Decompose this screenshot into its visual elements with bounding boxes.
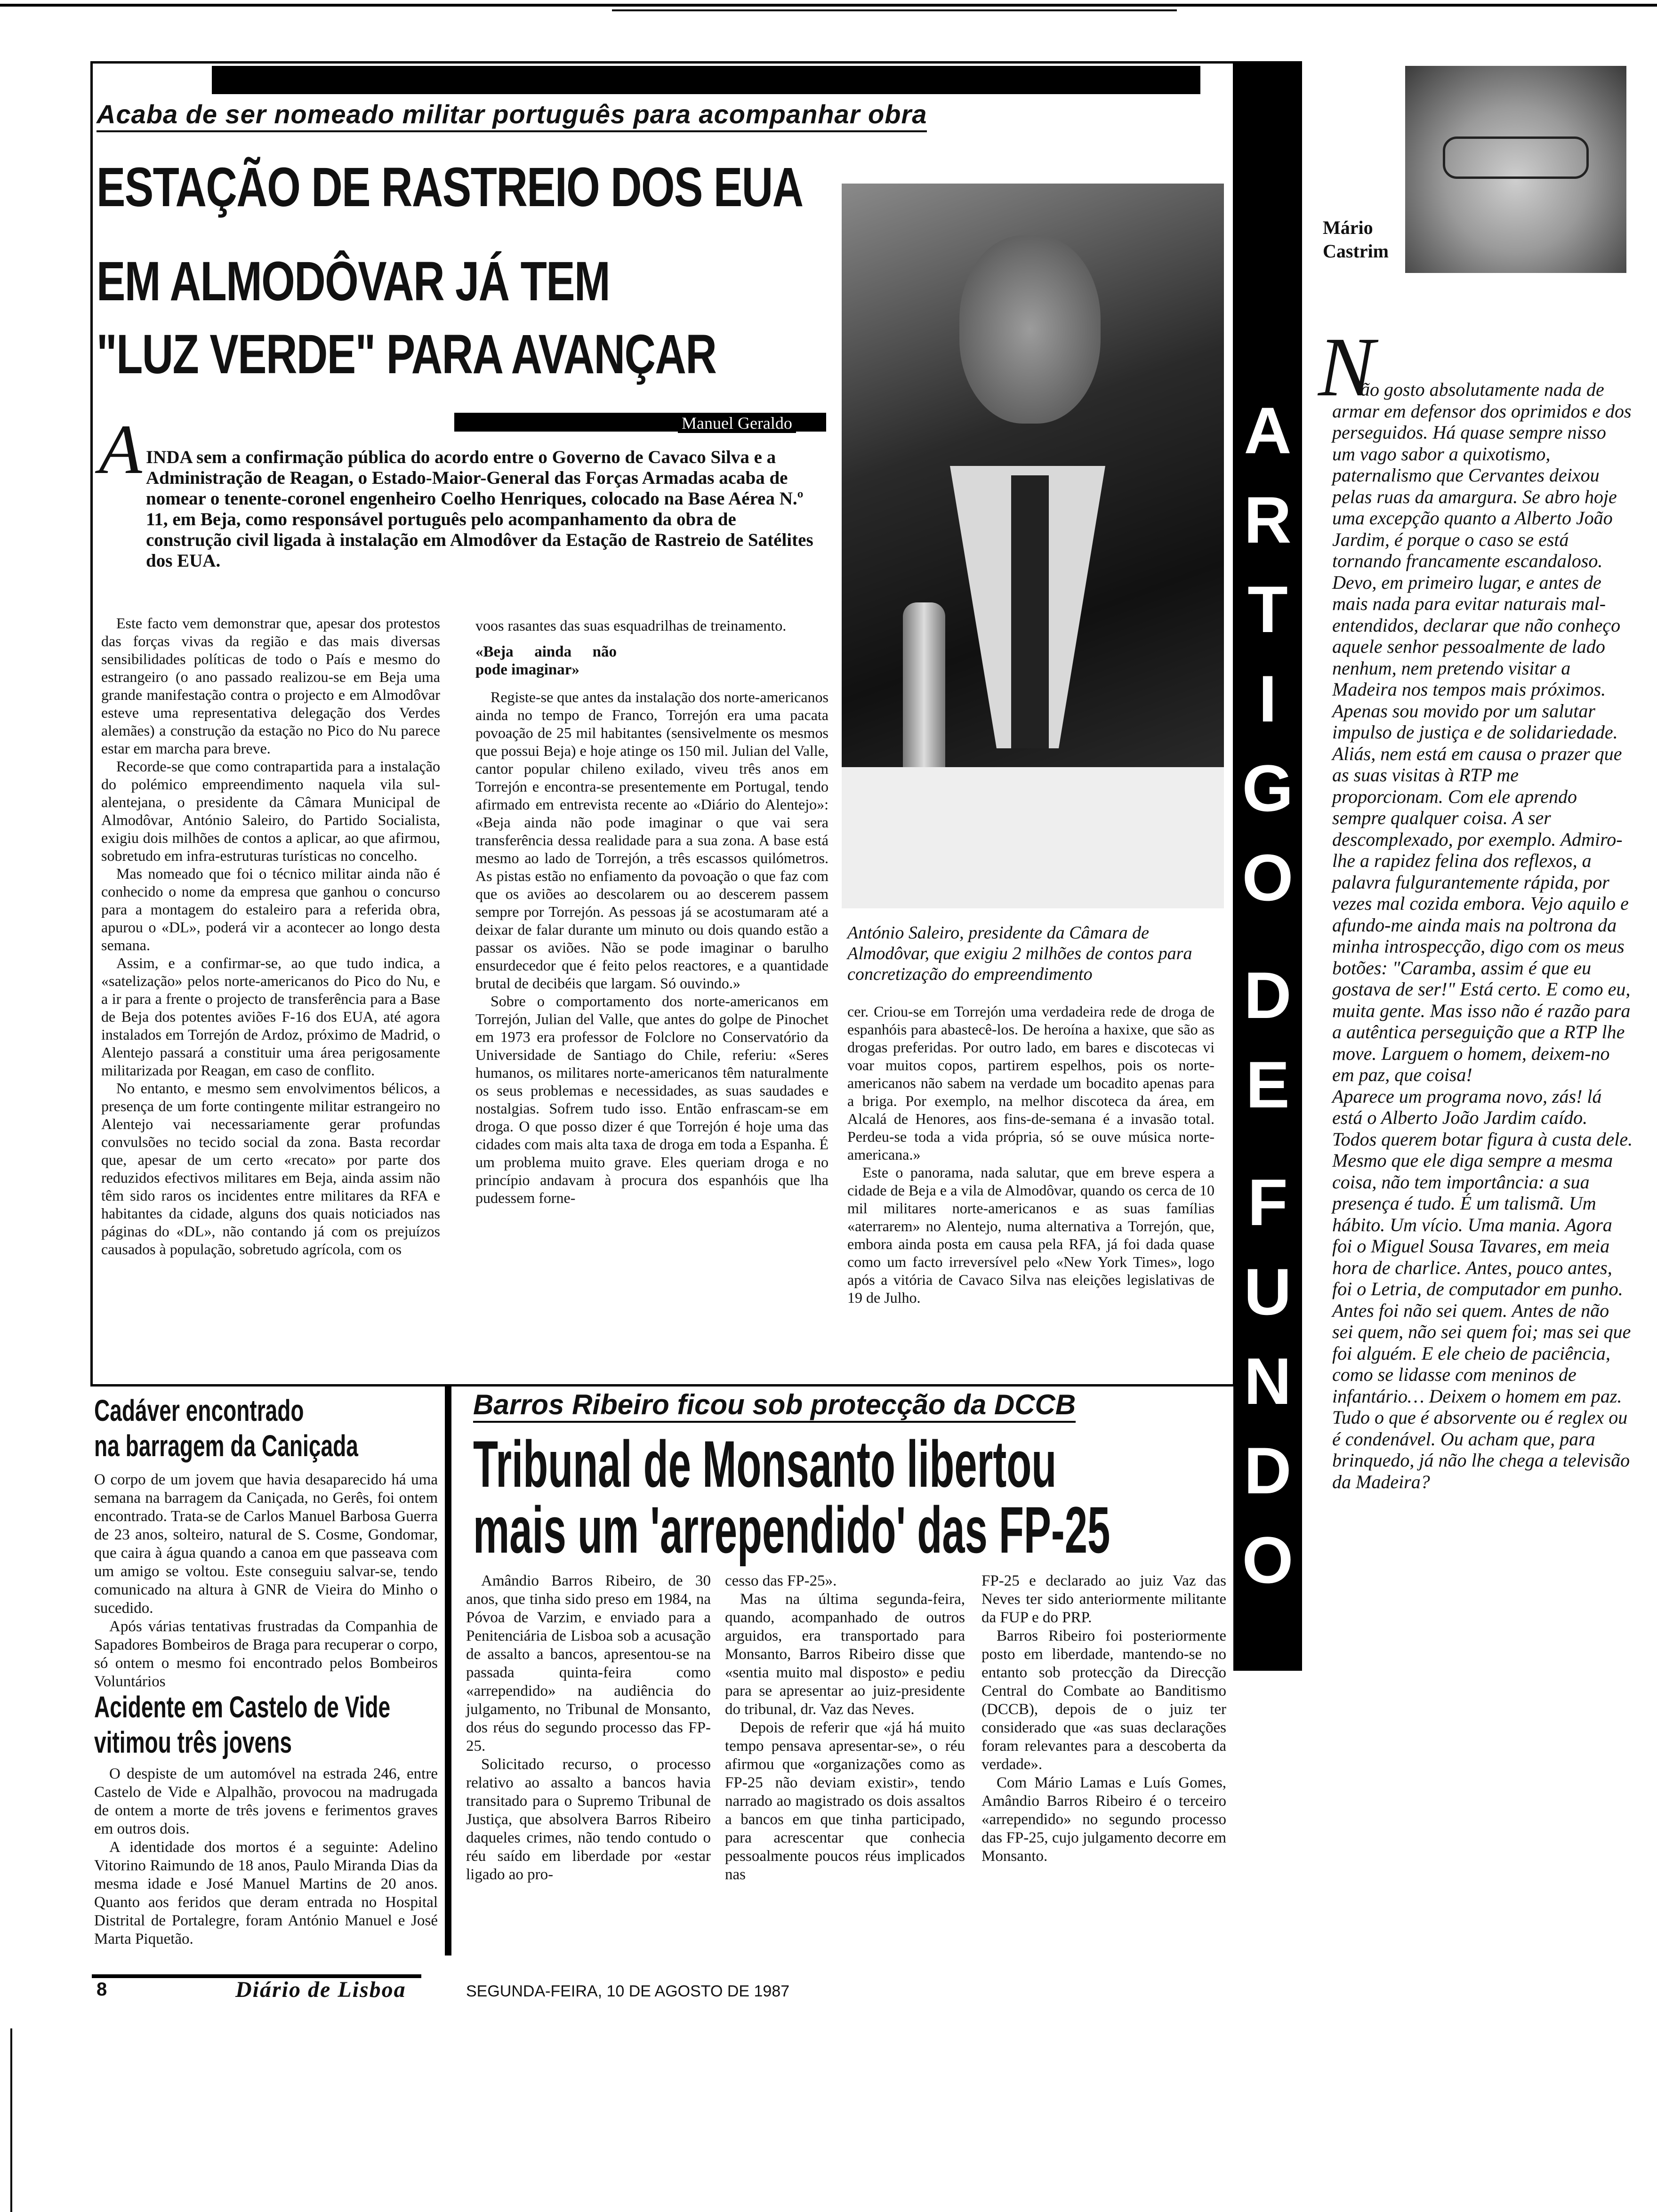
- monsanto-col3-p1: FP-25 e declarado ao juiz Vaz das Neves ter sido anteriormente militante da FUP e do PRP.: [981, 1572, 1226, 1626]
- sidebar-letter-7: E: [1246, 1048, 1290, 1122]
- main-col2-p2: Sobre o comportamento dos norte-americanos em Torrejón, Julian del Valle, que antes do golpe de Pinochet em 1973 era professor de Folclore no Conservatório da Universidade de Santiago do Chile, referiu: «Seres humanos, os militares norte-americanos têm naturalmente os seus problemas e necessidades, as suas saudades e nostalgias. Sofrem tudo isso. Então enfrascam-se em droga. O que posso dizer é que Torrejón é hoje uma das cidades com mais alta taxa de droga em toda a Espanha. É um problema muito grave. Eles queriam droga e no princípio andavam à procura dos espanhóis que lha pudessem forne-: [475, 993, 828, 1206]
- main-headline-3: "LUZ VERDE" PARA AVANÇAR: [97, 323, 716, 385]
- author-glasses: [1443, 136, 1589, 179]
- saleiro-photo: [842, 184, 1224, 908]
- monsanto-col1-p2: Solicitado recurso, o processo relativo ao assalto a bancos havia transitado para o Supremo Tribunal de Justiça, que absolvera Barros Ribeiro daqueles crimes, não tendo contudo o réu saído em liberdade por «estar ligado ao pro-: [466, 1756, 711, 1883]
- main-col1-p3: Mas nomeado que foi o técnico militar ainda não é conhecido o nome da empresa que ganhou o concurso para a montagem do estaleiro para a referida obra, apurou o «DL», poderá vir a acontecer ao longo desta semana.: [101, 865, 440, 954]
- sidebar-letter-3: I: [1258, 662, 1277, 736]
- monsanto-col2-p1: cesso das FP-25».: [725, 1572, 837, 1589]
- brief1-headline-2: na barragem da Caniçada: [94, 1429, 358, 1463]
- lead-dropcap: A: [99, 410, 142, 489]
- monsanto-headline-1: Tribunal de Monsanto libertou: [473, 1427, 1057, 1501]
- sidebar-paragraph-2: Aparece um programa novo, zás! lá está o Alberto João Jardim caído. Todos querem botar figura à custa dele. Mesmo que ele diga sempre a mesma coisa, não tem importância: a sua presença é tudo. É um talismã. Um hábito. Um vício. Uma mania. Agora foi o Miguel Sousa Tavares, em meia hora de charlice. Antes, pouco antes, foi o Letria, de computador em punho. Antes foi não sei quem. Antes de não sei quem, não sei quem foi; mas sei que foi alguém. E ele cheio de paciência, como se lidasse com meninos de infantário… Deixem o homem em paz. Tudo o que é absorvente ou é reglex ou é condenável. Ou acham que, para brinquedo, já não lhe chega a televisão da Madeira?: [1332, 1085, 1633, 1492]
- photo-bottle: [903, 602, 945, 772]
- main-subhead: «Beja ainda não pode imaginar»: [475, 643, 617, 678]
- sidebar-letter-4: G: [1242, 751, 1294, 825]
- main-column-2: [475, 617, 828, 1207]
- main-col3-p2: Este o panorama, nada salutar, que em breve espera a cidade de Beja e a vila de Almodôvar, quando os cerca de 10 mil militares norte-americanos e as suas famílias «aterrarem» no Alentejo, numa alternativa a Torrejón, que, embora ainda posta em causa pela RFA, já foi dada quase como um facto irreversível pelo «New York Times», logo após a vitória de Cavaco Silva nas eleições legislativas de 19 de Julho.: [847, 1164, 1215, 1306]
- main-col1-p1: Este facto vem demonstrar que, apesar dos protestos das forças vivas da região e das mais diversas sensibilidades políticas de todo o País e mesmo do estrangeiro (o ano passado realizou-se em Beja uma grande manifestação contra o projecto e em Almodôvar esteve uma representativa delegação dos Verdes alemães) a construção da estação no Pico do Nu parece estar em marcha para breve.: [101, 615, 440, 757]
- sidebar-letter-5: O: [1242, 841, 1294, 914]
- main-col2-top: voos rasantes das suas esquadrilhas de treinamento.: [475, 617, 787, 634]
- sidebar-letter-1: R: [1244, 483, 1292, 557]
- brief1-p1: O corpo de um jovem que havia desaparecido há uma semana na barragem da Caniçada, no Gerês, foi ontem encontrado. Trata-se de Carlos Manuel Barbosa Guerra de 23 anos, solteiro, natural de S. Cosme, Gondomar, que caira à água quando a canoa em que passeava com um amigo se voltou. Este conseguiu salvar-se, tendo comunicado na altura à GNR de Vieira do Minho o sucedido.: [94, 1471, 438, 1617]
- sidebar-letter-10: N: [1244, 1344, 1292, 1418]
- sidebar-letter-8: F: [1247, 1165, 1288, 1239]
- byline: Manuel Geraldo: [678, 413, 796, 433]
- brief1-p2: Após várias tentativas frustradas da Companhia de Sapadores Bombeiros de Braga para recuperar o corpo, só ontem o mesmo foi encontrado pelos Bombeiros Voluntários: [94, 1618, 438, 1690]
- photo-table: [842, 767, 1224, 908]
- main-headline-1: ESTAÇÃO DE RASTREIO DOS EUA: [97, 156, 803, 218]
- sidebar-text-first: [1332, 379, 1633, 1492]
- brief2-p2: A identidade dos mortos é a seguinte: Adelino Vitorino Raimundo de 18 anos, Paulo Miranda Dias da mesma idade e José Manuel Martins de 20 anos. Quanto aos feridos que deram entrada no Hospital Distrital de Portalegre, foram António Manuel e José Marta Piquetão.: [94, 1839, 438, 1948]
- brief2-headline-2: vitimou três jovens: [94, 1725, 292, 1759]
- monsanto-col2-p2: Mas na última segunda-feira, quando, acompanhado de outros arguidos, era transportado para Monsanto, Barros Ribeiro disse que «sentia muito mal disposto» e pediu para se apresentar ao juiz-presidente do tribunal, dr. Vaz das Neves.: [725, 1591, 965, 1718]
- main-col1-p2: Recorde-se que como contrapartida para a instalação do polémico empreendimento naquela vila sul-alentejana, o presidente da Câmara Municipal de Almodôvar, António Saleiro, do Partido Socialista, exigiu dois milhões de contos a aplicar, ao que afirmou, sobretudo em infra-estruturas turísticas no concelho.: [101, 758, 440, 864]
- sidebar-letter-12: O: [1242, 1523, 1294, 1597]
- author-name-2: Castrim: [1323, 240, 1389, 262]
- brief1-headline-1: Cadáver encontrado: [94, 1394, 304, 1427]
- monsanto-column-2: [725, 1572, 965, 1884]
- monsanto-col1-p1: Amândio Barros Ribeiro, de 30 anos, que tinha sido preso em 1984, na Póvoa de Varzim, e enviado para a Penitenciária de Lisboa sob a acusação de assalto a bancos, apresentou-se na passada quinta-feira como «arrependido» na audiência do julgamento, no Tribunal de Monsanto, dos réus do segundo processo das FP-25.: [466, 1572, 711, 1755]
- photo-caption: António Saleiro, presidente da Câmara de Almodôvar, que exigiu 2 milhões de contos para concretização do empreendimento: [847, 923, 1192, 984]
- monsanto-column-3: [981, 1572, 1226, 1866]
- monsanto-left-rule: [445, 1386, 451, 1956]
- brief1-body: [94, 1471, 438, 1691]
- monsanto-kicker: Barros Ribeiro ficou sob protecção da DCCB: [473, 1388, 1076, 1423]
- main-kicker: Acaba de ser nomeado militar português para acompanhar obra: [97, 99, 927, 132]
- main-col1-p4: Assim, e a confirmar-se, ao que tudo indica, a «satelização» pelos norte-americanos do Pico do Nu, e a ir para a frente o projecto de transferência para a Base de Beja dos potentes aviões F-16 dos EUA, até agora instalados em Torrejón de Ardoz, próximo de Madrid, o Alentejo passará a constituir uma área perigosamente militarizada por Reagan, em caso de conflito.: [101, 954, 440, 1079]
- scan-margin-line: [10, 2028, 12, 2212]
- main-column-3: [847, 1002, 1215, 1306]
- monsanto-column-1: [466, 1572, 711, 1884]
- top-border-line-2: [612, 9, 1177, 11]
- main-headline-2: EM ALMODÔVAR JÁ TEM: [97, 250, 610, 313]
- monsanto-headline-2: mais um 'arrependido' das FP-25: [473, 1493, 1110, 1567]
- author-name-1: Mário: [1323, 217, 1373, 238]
- author-photo: [1405, 66, 1626, 273]
- sidebar-title-strip: [1233, 61, 1302, 1671]
- masthead-logo: Diário de Lisboa: [235, 1977, 406, 2002]
- brief2-headline-1: Acidente em Castelo de Vide: [94, 1690, 391, 1724]
- sidebar-letter-2: T: [1247, 572, 1288, 646]
- main-col2-p1: Registe-se que antes da instalação dos norte-americanos ainda no tempo de Franco, Torrejón era uma pacata povoação de 25 mil habitantes (sensivelmente os mesmos que possui Beja) e hoje atinge os 150 mil. Julian del Valle, cantor popular chileno exilado, viveu três anos em Torrejón e encontra-se presentemente em Portugal, tendo afirmado em entrevista recente ao «Diário do Alentejo»: «Beja ainda não pode imaginar o que vai sera transferência dessa realidade para a sua zona. A base está mesmo ao lado de Torrejón, a três escassos quilómetros. As pistas estão no enfiamento da povoação o que faz com que os aviões ao descolarem ou ao descerem passem sempre por Torrejón. As pessoas já se acostumaram até a deixar de falar durante um minuto ou dois quando estão a passar os aviões. Não se pode imaginar o barulho ensurdecedor que é feito pelos reactores, e a quantidade brutal de decibéis que largam. Só ouvindo.»: [475, 689, 828, 992]
- monsanto-col2-p3: Depois de referir que «já há muito tempo pensava apresentar-se», o réu afirmou que «organizações como as FP-25 não deviam existir», tendo narrado ao magistrado os dois assaltos a bancos em que tinha participado, para acrescentar que conhecia pessoalmente poucos réus implicados nas: [725, 1719, 965, 1883]
- sidebar-dropcap: N: [1318, 320, 1375, 414]
- sidebar-letter-11: D: [1244, 1434, 1292, 1507]
- brief2-body: [94, 1765, 438, 1948]
- footer-date: SEGUNDA-FEIRA, 10 DE AGOSTO DE 1987: [466, 1982, 790, 2000]
- sidebar-paragraph-1: Devo, em primeiro lugar, e antes de mais nada para evitar naturais mal-entendidos, declarar que não conheço aquele senhor pessoalmente de lado nenhum, nem pretendo visitar a Madeira nos tempos mais próximos. Apenas sou movido por um salutar impulso de justiça e de solidariedade. Aliás, nem está em causa o prazer que as suas visitas à RTP me proporcionam. Com ele aprendo sempre qualquer coisa. A ser descomplexado, por exemplo. Admiro-lhe a rapidez felina dos reflexos, a palavra fulgurantemente rápida, por vezes mal cozida embora. Vejo aquilo e afundo-me ainda mais na poltrona da minha introspecção, digo com os meus botões: "Caramba, assim é que eu gostava de ser!" Está certo. E como eu, muita gente. Mas isso não é razão para a autêntica perseguição que a RTP lhe move. Larguem o homem, deixem-no em paz, que coisa!: [1332, 571, 1631, 1085]
- main-column-1: [101, 614, 440, 1258]
- top-black-bar: [212, 66, 1200, 94]
- sidebar-vertical-title: [1237, 386, 1298, 1605]
- sidebar-first-paragraph: ão gosto absolutamente nada de armar em defensor dos oprimidos e dos perseguidos. Há quase sempre nisso um vago sabor a quixotismo, paternalismo que Cervantes deixou pelas ruas da amargura. Se abro hoje uma excepção quanto a Alberto João Jardim, é porque o caso se está tornando francamente escandaloso.: [1332, 379, 1632, 571]
- main-col1-p5: No entanto, e mesmo sem envolvimentos bélicos, a presença de um forte contingente militar estrangeiro no Alentejo vai necessariamente gerar profundas convulsões no tecido social da zona. Basta recordar que, apesar de um certo «recato» por parte dos reduzidos efectivos militares em Beja, ainda assim não têm sido raros os incidentes entre militares da RFA e habitantes da cidade, alguns dos quais noticiados nas páginas do «DL», não contando já com os prejuízos causados à população, sobretudo agrícola, com os: [101, 1080, 440, 1258]
- sidebar-letter-0: A: [1244, 393, 1292, 467]
- sidebar-letter-9: U: [1244, 1255, 1292, 1329]
- brief2-p1: O despiste de um automóvel na estrada 246, entre Castelo de Vide e Alpalhão, provocou na madrugada de ontem a morte de três jovens e ferimentos graves em outros dois.: [94, 1765, 438, 1837]
- main-col3-p1: cer. Criou-se em Torrejón uma verdadeira rede de droga de espanhóis para abastecê-los. De heroína a haxixe, que são as drogas preferidas. Por outro lado, em bares e discotecas vi voar muitos copos, partirem espelhos, pois os norte-americanos não sabem na verdade um bocadito apenas para a briga. Por exemplo, na melhor discoteca da área, em Alcalá de Henores, aos fins-de-semana é a invasão total. Perdeu-se toda a vida própria, só se ouve música norte-americana.»: [847, 1003, 1215, 1163]
- lead-paragraph: INDA sem a confirmação pública do acordo entre o Governo de Cavaco Silva e a Administração de Reagan, o Estado-Maior-General das Forças Armadas acaba de nomear o tenente-coronel engenheiro Coelho Henriques, colocado na Base Aérea N.º 11, em Beja, como responsável português pelo acompanhamento da obra de construção civil ligada à instalação em Almodôver da Estação de Rastreio de Satélites dos EUA.: [146, 447, 813, 571]
- photo-face: [959, 235, 1101, 424]
- monsanto-col3-p2: Barros Ribeiro foi posteriormente posto em liberdade, mantendo-se no entanto sob protecção da Direcção Central do Combate ao Banditismo (DCCB), depois de o juiz ter considerado que «as suas declarações foram relevantes para a descoberta da verdade».: [981, 1627, 1226, 1773]
- page-number: 8: [97, 1979, 107, 2000]
- sidebar-letter-6: D: [1244, 958, 1292, 1032]
- top-border-line: [0, 4, 1657, 7]
- photo-tie: [1011, 475, 1049, 748]
- monsanto-col3-p3: Com Mário Lamas e Luís Gomes, Amândio Barros Ribeiro é o terceiro «arrependido» no segundo processo das FP-25, cujo julgamento decorre em Monsanto.: [981, 1774, 1226, 1865]
